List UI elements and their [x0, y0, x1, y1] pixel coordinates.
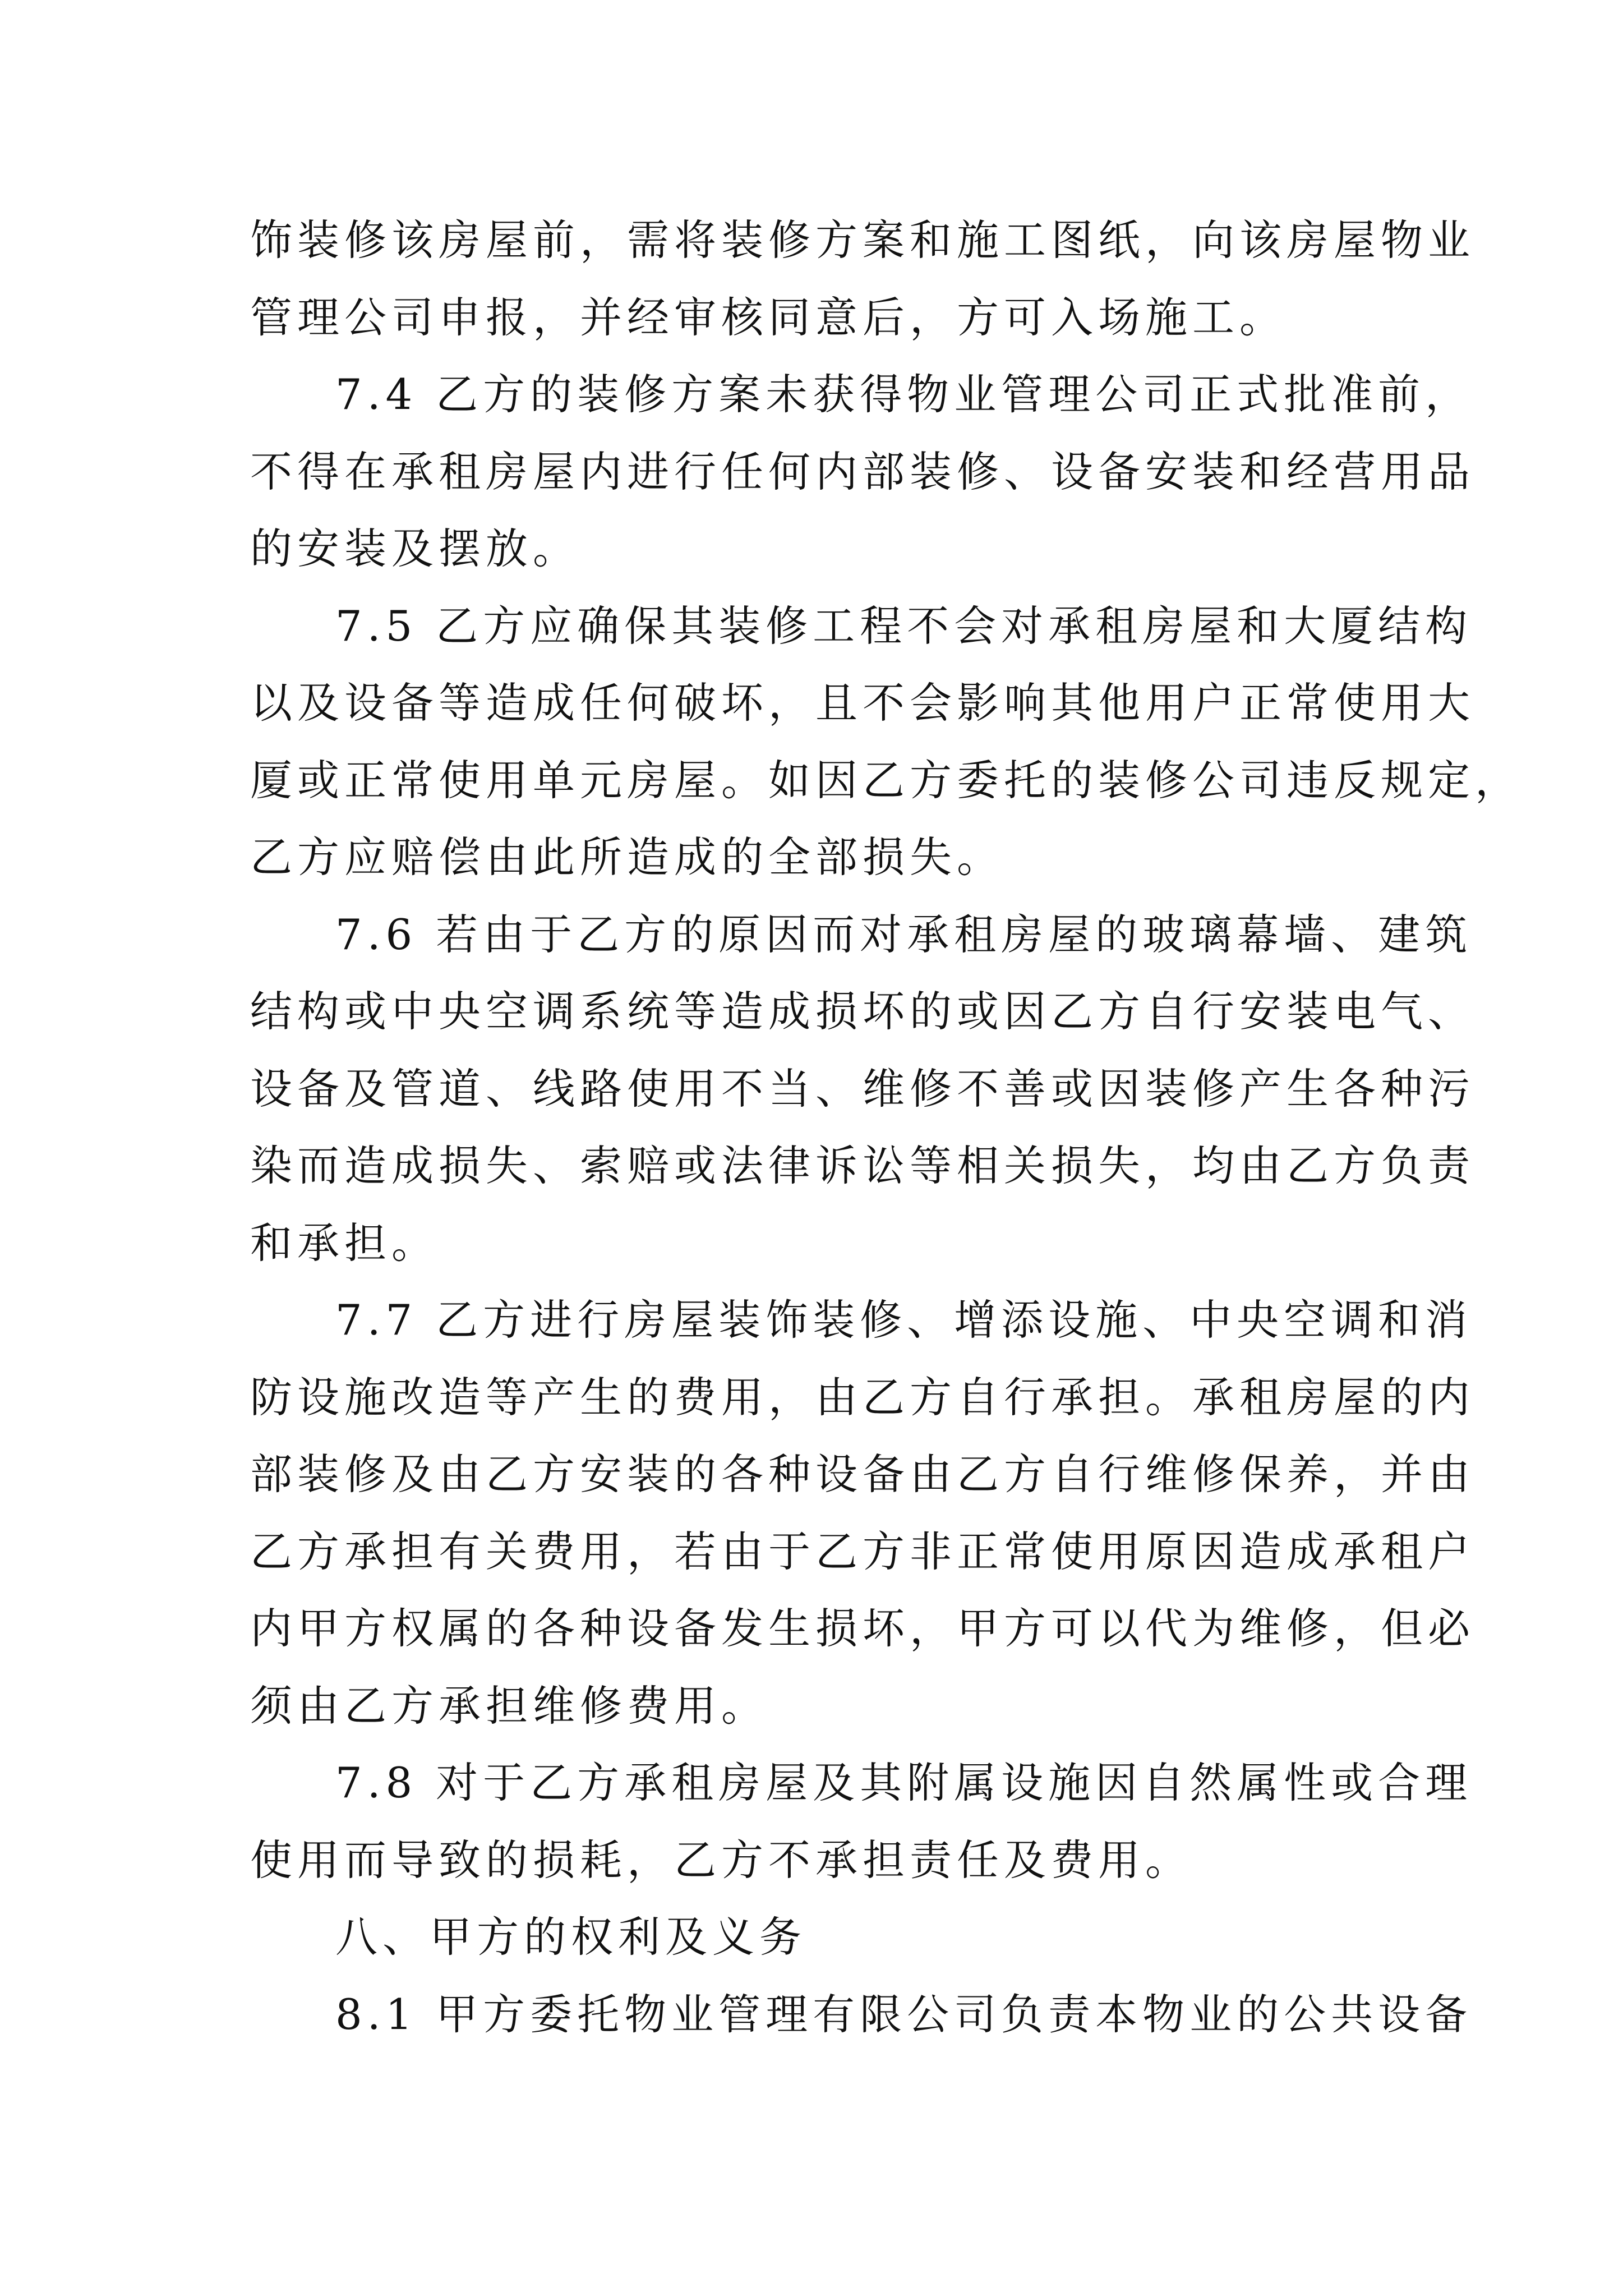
text-line: 管理公司申报，并经审核同意后，方可入场施工。: [250, 292, 1287, 342]
text-line: 以及设备等造成任何破坏，且不会影响其他用户正常使用大: [250, 678, 1476, 728]
text-line: 不得在承租房屋内进行任何内部装修、设备安装和经营用品: [250, 447, 1476, 496]
clause-7-7-line: 7.7 乙方进行房屋装饰装修、增添设施、中央空调和消: [335, 1295, 1473, 1345]
text-line: 乙方应赔偿由此所造成的全部损失。: [250, 832, 1004, 882]
text-line: 内甲方权属的各种设备发生损坏，甲方可以代为维修，但必: [250, 1604, 1476, 1653]
text-line: 部装修及由乙方安装的各种设备由乙方自行维修保养，并由: [250, 1450, 1476, 1499]
text-line: 乙方承担有关费用，若由于乙方非正常使用原因造成承租户: [250, 1526, 1476, 1576]
document-body: [250, 202, 1523, 2053]
text-line: 厦或正常使用单元房屋。如因乙方委托的装修公司违反规定，: [250, 755, 1523, 805]
text-line: 染而造成损失、索赔或法律诉讼等相关损失，均由乙方负责: [250, 1141, 1476, 1190]
section-8-heading: 八、甲方的权利及义务: [335, 1912, 807, 1962]
text-line: 和承担。: [250, 1218, 439, 1268]
clause-7-6-line: 7.6 若由于乙方的原因而对承租房屋的玻璃幕墙、建筑: [335, 909, 1473, 959]
text-line: 结构或中央空调系统等造成损坏的或因乙方自行安装电气、: [250, 987, 1476, 1036]
text-line: 设备及管道、线路使用不当、维修不善或因装修产生各种污: [250, 1064, 1476, 1114]
text-line: 须由乙方承担维修费用。: [250, 1681, 769, 1731]
text-line: 使用而导致的损耗，乙方不承担责任及费用。: [250, 1835, 1193, 1885]
clause-7-4-line: 7.4 乙方的装修方案未获得物业管理公司正式批准前，: [335, 370, 1473, 419]
clause-7-5-line: 7.5 乙方应确保其装修工程不会对承租房屋和大厦结构: [335, 601, 1473, 651]
clause-7-8-line: 7.8 对于乙方承租房屋及其附属设施因自然属性或合理: [335, 1758, 1473, 1807]
text-line: 饰装修该房屋前，需将装修方案和施工图纸，向该房屋物业: [250, 215, 1476, 265]
clause-8-1-line: 8.1 甲方委托物业管理有限公司负责本物业的公共设备: [335, 1989, 1473, 2039]
text-line: 的安装及摆放。: [250, 524, 580, 573]
text-line: 防设施改造等产生的费用，由乙方自行承担。承租房屋的内: [250, 1372, 1476, 1422]
